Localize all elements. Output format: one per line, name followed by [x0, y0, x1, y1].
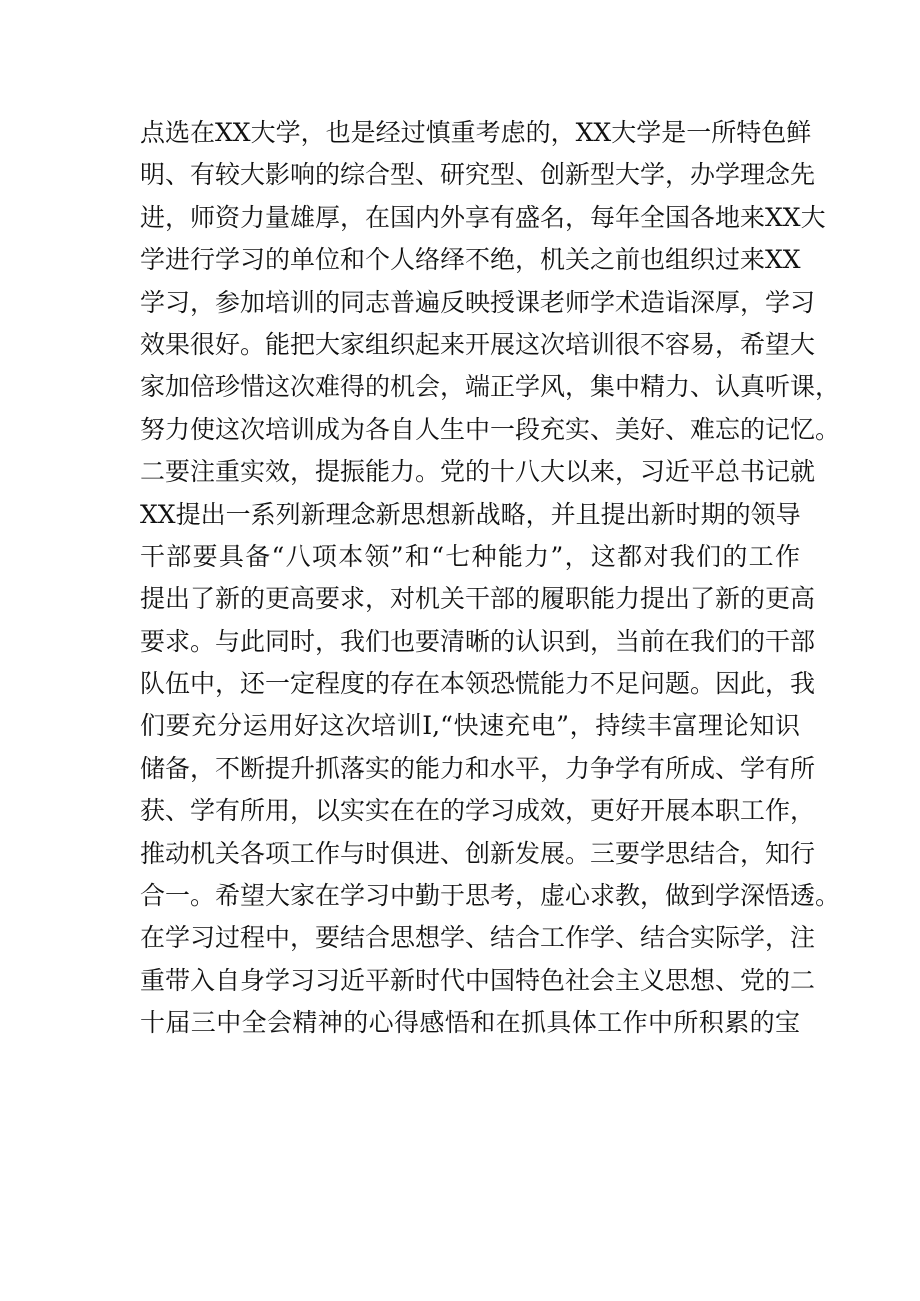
- text-line: 要求。与此同时，我们也要清晰的认识到，当前在我们的干部: [140, 626, 816, 656]
- text-line: 储备，不断提升抓落实的能力和水平，力争学有所成、学有所: [140, 753, 816, 783]
- text-line: 二要注重实效，提振能力。党的十八大以来，习近平总书记就: [140, 457, 816, 487]
- text-line: 点选在XX大学，也是经过慎重考虑的，XX大学是一所特色鲜: [140, 118, 812, 147]
- text-line: 获、学有所用，以实实在在的学习成效，更好开展本职工作，: [140, 796, 816, 826]
- text-line: 家加倍珍惜这次难得的机会，端正学风，集中精力、认真听课，: [140, 372, 841, 402]
- text-line: 们要充分运用好这次培训I,“快速充电”，持续丰富理论知识: [140, 711, 800, 741]
- body-text: [140, 112, 841, 1045]
- text-line: 合一。希望大家在学习中勤于思考，虚心求教，做到学深悟透。: [140, 881, 841, 911]
- text-line: 重带入自身学习习近平新时代中国特色社会主义思想、党的二: [140, 965, 816, 995]
- text-line: 学习，参加培训的同志普遍反映授课老师学术造诣深厚，学习: [140, 287, 816, 317]
- text-line: 在学习过程中，要结合思想学、结合工作学、结合实际学，注: [140, 923, 816, 953]
- text-line: 推动机关各项工作与时俱进、创新发展。三要学思结合，知行: [140, 838, 816, 868]
- text-line: XX提出一系列新理念新思想新战略，并且提出新时期的领导: [140, 499, 801, 529]
- text-line: 效果很好。能把大家组织起来开展这次培训很不容易，希望大: [140, 329, 816, 359]
- text-line: 明、有较大影响的综合型、研究型、创新型大学，办学理念先: [140, 160, 816, 190]
- text-line: 努力使这次培训成为各自人生中一段充实、美好、难忘的记忆。: [140, 414, 841, 444]
- text-line: 提出了新的更高要求，对机关干部的履职能力提出了新的更高: [140, 584, 816, 614]
- text-line: 干部要具备“八项本领”和“七种能力”，这都对我们的工作: [140, 541, 800, 571]
- text-line: 进，师资力量雄厚，在国内外享有盛名，每年全国各地来XX大: [140, 202, 826, 232]
- text-line: 队伍中，还一定程度的存在本领恐慌能力不足问题。因此，我: [140, 669, 816, 699]
- text-line: 学进行学习的单位和个人络绎不绝，机关之前也组织过来XX: [140, 245, 801, 275]
- text-line: 十届三中全会精神的心得感悟和在抓具体工作中所积累的宝: [140, 1008, 800, 1038]
